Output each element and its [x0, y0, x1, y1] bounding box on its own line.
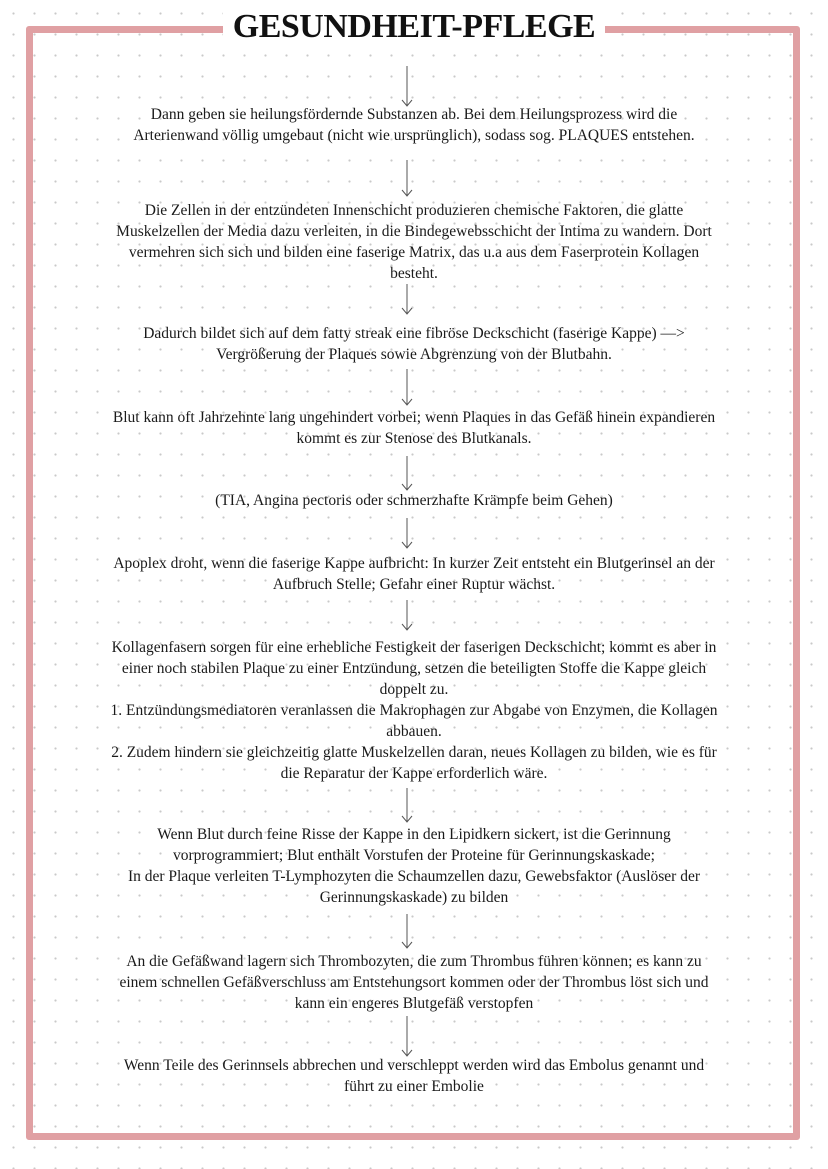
down-arrow-icon [397, 284, 417, 316]
flow-step-1: Dann geben sie heilungsfördernde Substanzen ab. Bei dem Heilungsprozess wird die Arterienwand völlig umgebaut (nicht wie ursprünglich), sodass sog. PLAQUES entstehen. [133, 106, 695, 144]
flow-step-3: Dadurch bildet sich auf dem fatty streak eine fibröse Deckschicht (faserige Kappe) —> Vergrößerung der Plaques sowie Abgrenzung von der Blutbahn. [143, 325, 685, 363]
down-arrow-icon [397, 160, 417, 198]
down-arrow-icon [397, 914, 417, 950]
flow-step-5: (TIA, Angina pectoris oder schmerzhafte Krämpfe beim Gehen) [215, 492, 613, 509]
flow-step-10: Wenn Teile des Gerinnsels abbrechen und verschleppt werden wird das Embolus genannt und führt zu einer Embolie [123, 1057, 705, 1095]
flow-step-4: Blut kann oft Jahrzehnte lang ungehindert vorbei; wenn Plaques in das Gefäß hinein expandieren kommt es zur Stenose des Blutkanals. [112, 409, 716, 447]
down-arrow-icon [397, 456, 417, 492]
down-arrow-icon [397, 518, 417, 550]
page-title: GESUNDHEIT-PFLEGE [223, 6, 605, 48]
down-arrow-icon [397, 788, 417, 824]
flow-step-2: Die Zellen in der entzündeten Innenschicht produzieren chemische Faktoren, die glatte Muskelzellen der Media dazu verleiten, in die Bindegewebsschicht der Intima zu wandern. Dort vermehren sich sich und bilden eine faserige Matrix, das u.a aus dem Faserprotein Kollagen besteht. [116, 202, 712, 282]
down-arrow-icon [397, 600, 417, 632]
flow-step-6: Apoplex droht, wenn die faserige Kappe aufbricht: In kurzer Zeit entsteht ein Blutgerinsel an der Aufbruch Stelle; Gefahr einer Ruptur wächst. [113, 555, 715, 593]
down-arrow-icon [397, 66, 417, 108]
down-arrow-icon [397, 1016, 417, 1058]
flow-step-8: Wenn Blut durch feine Risse der Kappe in den Lipidkern sickert, ist die Gerinnung vorprogrammiert; Blut enthält Vorstufen der Proteine für Gerinnungskaskade; In der Plaque verleiten T-Lymphozyten die Schaumzellen dazu, Gewebsfaktor (Auslöser der Gerinnungskaskade) zu bilden [127, 826, 701, 906]
flow-step-7: Kollagenfasern sorgen für eine erhebliche Festigkeit der faserigen Deckschicht; kommt es aber in einer noch stabilen Plaque zu einer Entzündung, setzen die beteiligten Stoffe die Kappe gleich doppelt zu. 1. Entzündungsmediatoren veranlassen die Makrophagen zur Abgabe von Enzymen, die Kollagen abbauen. 2. Zudem hindern sie gleichzeitig glatte Muskelzellen daran, neues Kollagen zu bilden, wie es für die Reparatur der Kappe erforderlich wäre. [110, 639, 718, 782]
down-arrow-icon [397, 369, 417, 407]
flow-step-9: An die Gefäßwand lagern sich Thrombozyten, die zum Thrombus führen können; es kann zu einem schnellen Gefäßverschluss am Entstehungsort kommen oder der Thrombus löst sich und kann ein engeres Blutgefäß verstopfen [119, 953, 709, 1012]
